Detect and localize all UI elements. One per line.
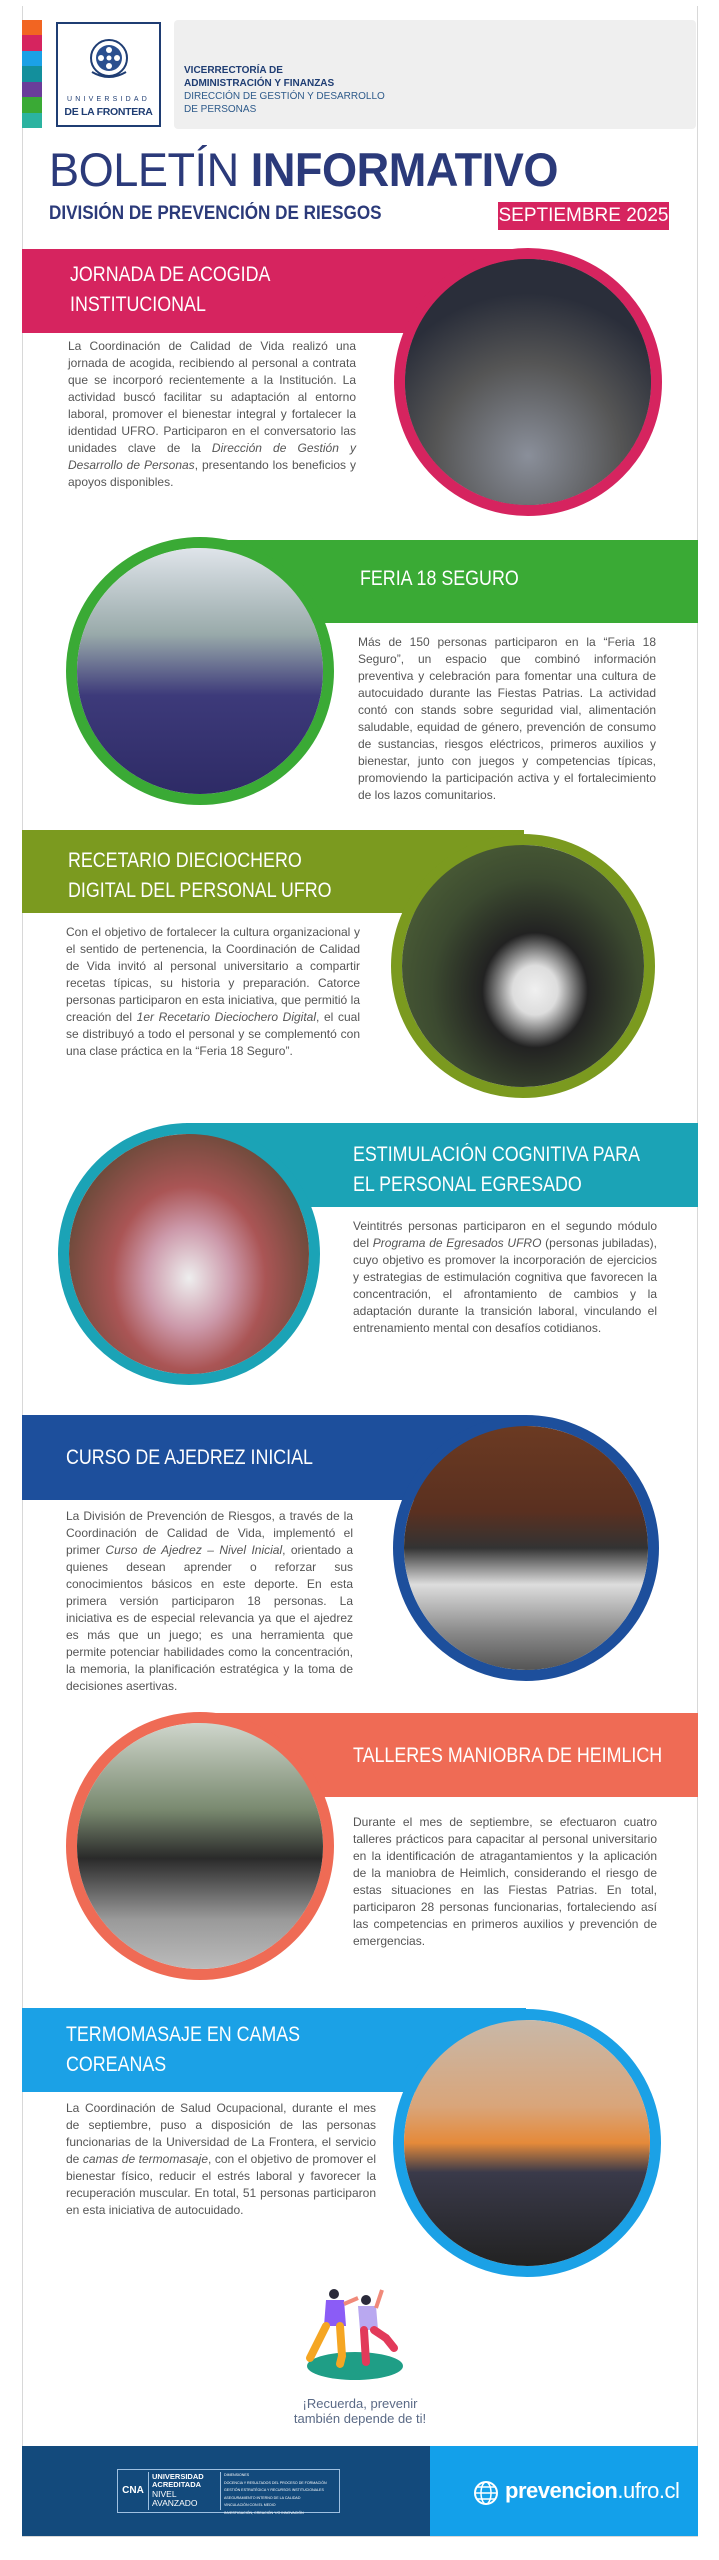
section-photo-frame bbox=[394, 248, 662, 516]
section-photo-frame bbox=[393, 2009, 661, 2277]
section-text: Con el objetivo de fortalecer la cultura organizacional y el sentido de pertenencia, la Coordinación de Calidad de Vida invitó al personal universitario a compartir recetas típicas, su historia y preparación. Catorce personas participaron en esta iniciativa, que permitió la creación del 1er Recetario Dieciochero Digital, el cual se distribuyó a todo el personal y se complementó con una clase práctica en la “Feria 18 Seguro”. bbox=[66, 925, 360, 1058]
heimlich-workshop-photo bbox=[77, 1723, 323, 1969]
unit-line: ADMINISTRACIÓN Y FINANZAS bbox=[184, 78, 335, 89]
university-name: DE LA FRONTERA bbox=[64, 106, 153, 118]
section-title: CURSO DE AJEDREZ INICIAL bbox=[66, 1446, 313, 1469]
website-link[interactable]: prevencion.ufro.cl bbox=[505, 2478, 680, 2503]
section-text: Durante el mes de septiembre, se efectuaron cuatro talleres prácticos para capacitar al personal universitario en la identificación de atragantamientos y la aplicación de la maniobra de Heimlich, considerando el riesgo de estas situaciones en las Fiestas Patrias. En total, participaron 28 personas funcionarias, fortaleciendo así las competencias en primeros auxilios y prevención de emergencias. bbox=[353, 1815, 657, 1948]
division-subtitle: DIVISIÓN DE PREVENCIÓN DE RIESGOS bbox=[49, 203, 382, 224]
unit-line: DE PERSONAS bbox=[184, 104, 257, 115]
section-photo-frame bbox=[66, 1712, 334, 1980]
title-bold: INFORMATIVO bbox=[250, 143, 558, 196]
section-title: JORNADA DE ACOGIDA INSTITUCIONAL bbox=[70, 263, 271, 316]
section-text: La Coordinación de Calidad de Vida realizó una jornada de acogida, recibiendo al personal a contrata que se incorporó recientemente a la Institución. La actividad buscó facilitar su adaptación al entorno laboral, promover el bienestar integral y fortalecer la identidad UFRO. Participaron en el conversatorio las unidades clave de la Dirección de Gestión y Desarrollo de Personas, presentando los beneficios y apoyos disponibles. bbox=[68, 339, 357, 489]
section-text: La Coordinación de Salud Ocupacional, durante el mes de septiembre, puso a disposición de las personas funcionarias de la Universidad de La Frontera, el servicio de camas de termomasaje, con el objetivo de promover el bienestar físico, reducir el estrés laboral y favorecer la recuperación muscular. En total, 51 personas participaron en esta iniciativa de autocuidado. bbox=[66, 2101, 376, 2217]
title-light: BOLETÍN bbox=[49, 143, 251, 196]
section-text: Veintitrés personas participaron en el segundo módulo del Programa de Egresados UFRO (personas jubiladas), cuyo objetivo es promover la incorporación de ejercicios y estrategias de estimulación cognitiva que favorecen la concentración, el afrontamiento de cambios y la adaptación durante la transición laboral, vinculando el entrenamiento mental con desafíos cotidianos. bbox=[353, 1219, 657, 1335]
group-photo bbox=[405, 259, 651, 505]
chess-photo bbox=[404, 1426, 648, 1670]
university-seal-icon bbox=[84, 36, 134, 86]
fair-photo bbox=[77, 548, 323, 794]
university-logo bbox=[56, 22, 161, 127]
color-strip bbox=[22, 20, 42, 128]
celebration-illustration bbox=[300, 2286, 410, 2382]
section-title: ESTIMULACIÓN COGNITIVA PARA EL PERSONAL EGRESADO bbox=[353, 1143, 640, 1196]
reminder-text: ¡Recuerda, prevenir también depende de ti! bbox=[293, 2396, 427, 2426]
cna-accreditation-logo: CNA UNIVERSIDAD ACREDITADA NIVEL AVANZADO DIMENSIONES DOCENCIA Y RESULTADOS DEL PROCESO DE FORMACIÓN GESTIÓN ESTRATÉGICA Y RECURSOS INSTITUCIONALES ASEGURAMIENTO INTERNO DE LA CALIDAD VINCULACIÓN CON EL MEDIO INVESTIGACIÓN, CREACIÓN Y/O INNOVACIÓN bbox=[117, 2469, 340, 2513]
unit-line: DIRECCIÓN DE GESTIÓN Y DESARROLLO bbox=[184, 91, 385, 102]
section-text: La División de Prevención de Riesgos, a través de la Coordinación de Calidad de Vida, implementó el primer Curso de Ajedrez – Nivel Inicial, orientado a quienes desean aprender o reforzar sus conocimientos básicos en este deporte. En esta primera versión participaron 18 personas. La iniciativa es de especial relevancia ya que el ajedrez es más que un juego; es una herramienta que permite potenciar habilidades como la concentración, la memoria, la planificación estratégica y la toma de decisiones asertivas. bbox=[66, 1509, 353, 1693]
section-photo-frame bbox=[58, 1123, 320, 1385]
university-label: UNIVERSIDAD bbox=[66, 96, 151, 103]
unit-line: VICERRECTORÍA DE bbox=[184, 65, 283, 76]
section-photo-frame bbox=[393, 1415, 659, 1681]
section-title: TERMOMASAJE EN CAMAS COREANAS bbox=[66, 2023, 301, 2076]
section-photo-frame bbox=[66, 537, 334, 805]
section-title: RECETARIO DIECIOCHERO DIGITAL DEL PERSONAL UFRO bbox=[68, 849, 332, 902]
cognitive-workshop-photo bbox=[69, 1134, 309, 1374]
section-photo-frame bbox=[391, 834, 655, 1098]
section-text: Más de 150 personas participaron en la “Feria 18 Seguro”, un espacio que combinó información preventiva y celebración para fomentar una cultura de autocuidado durante las Fiestas Patrias. La actividad contó con stands sobre seguridad vial, alimentación saludable, equidad de género, prevención de consumo de sustancias, riesgos eléctricos, primeros auxilios y bienestar, junto con juegos y competencias típicas, promoviendo la participación activa y el fortalecimiento de los lazos comunitarios. bbox=[358, 635, 656, 802]
header-panel bbox=[174, 20, 696, 129]
section-title: TALLERES MANIOBRA DE HEIMLICH bbox=[353, 1744, 663, 1767]
page-title bbox=[49, 142, 558, 197]
globe-icon bbox=[473, 2480, 499, 2506]
massage-bed-photo bbox=[404, 2020, 650, 2266]
section-title: FERIA 18 SEGURO bbox=[360, 567, 519, 590]
date-badge: SEPTIEMBRE 2025 bbox=[498, 202, 669, 230]
recipe-book-photo bbox=[402, 845, 644, 1087]
